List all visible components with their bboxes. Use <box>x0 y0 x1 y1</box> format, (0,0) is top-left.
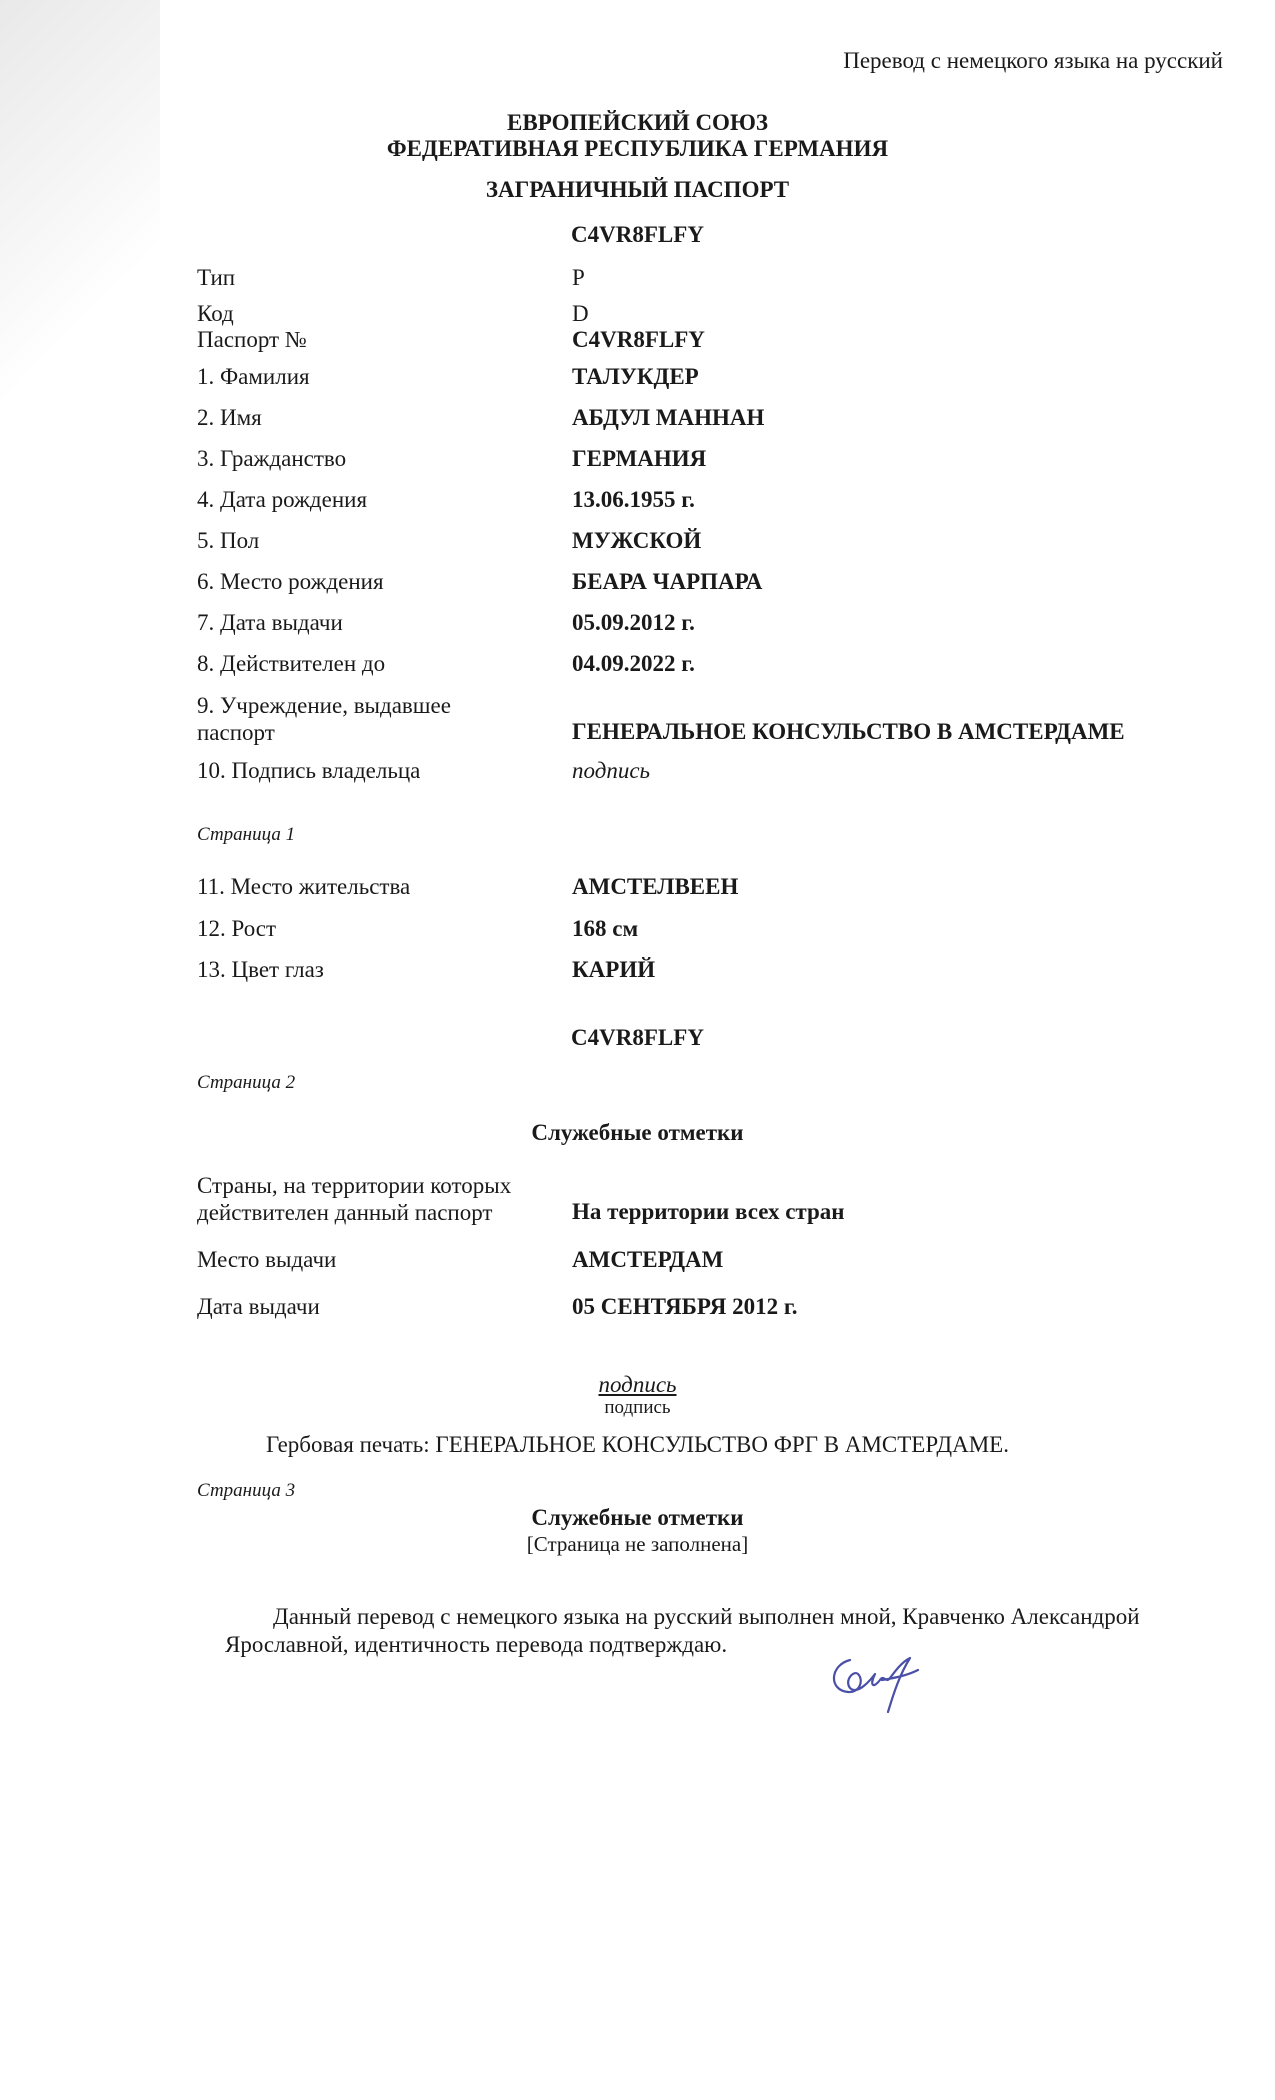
field-value-sex: МУЖСКОЙ <box>572 528 702 553</box>
translator-statement: Данный перевод с немецкого языка на русский выполнен мной, Кравченко Александрой Ярославной, идентичность перевода подтверждаю. <box>225 1604 1140 1657</box>
field-value-birth-place: БЕАРА ЧАРПАРА <box>572 569 763 594</box>
title-eu: ЕВРОПЕЙСКИЙ СОЮЗ <box>507 110 768 135</box>
field-value-height: 168 см <box>572 916 639 941</box>
field-label-birth-date: 4. Дата рождения <box>197 487 368 512</box>
translation-note: Перевод с немецкого языка на русский <box>843 48 1223 73</box>
seal-text: Гербовая печать: ГЕНЕРАЛЬНОЕ КОНСУЛЬСТВО ФРГ В АМСТЕРДАМЕ. <box>266 1432 1009 1457</box>
passport-number-repeat: C4VR8FLFY <box>571 1025 704 1050</box>
official-notes-title: Служебные отметки <box>531 1120 744 1145</box>
field-value-issue-place: АМСТЕРДАМ <box>572 1247 724 1272</box>
title-passport-number: C4VR8FLFY <box>571 222 704 247</box>
page-label-2: Страница 2 <box>197 1072 296 1093</box>
field-value-birth-date: 13.06.1955 г. <box>572 487 695 512</box>
field-label-type: Тип <box>197 265 236 290</box>
field-label-code: Код <box>197 301 234 326</box>
field-value-residence: АМСТЕЛВЕЕН <box>572 874 739 899</box>
official-notes-title-2: Служебные отметки <box>531 1505 744 1530</box>
field-label-height: 12. Рост <box>197 916 277 941</box>
field-label-name: 2. Имя <box>197 405 262 430</box>
field-label-birth-place: 6. Место рождения <box>197 569 384 594</box>
field-value-name: АБДУЛ МАННАН <box>572 405 765 430</box>
field-label-authority <box>197 692 451 746</box>
field-label-valid-until: 8. Действителен до <box>197 651 386 676</box>
field-value-citizenship: ГЕРМАНИЯ <box>572 446 707 471</box>
field-value-countries: На территории всех стран <box>572 1199 845 1224</box>
field-label-countries-line1: Страны, на территории которых <box>197 1173 512 1198</box>
field-label-sex: 5. Пол <box>197 528 260 553</box>
field-label-countries <box>197 1172 511 1226</box>
page-label-1: Страница 1 <box>197 824 296 845</box>
field-label-countries-line2: действителен данный паспорт <box>197 1200 493 1225</box>
field-value-valid-until: 04.09.2022 г. <box>572 651 695 676</box>
scan-edge-shadow <box>0 0 160 420</box>
page-label-3: Страница 3 <box>197 1480 296 1501</box>
field-label-residence: 11. Место жительства <box>197 874 411 899</box>
field-label-eye-color: 13. Цвет глаз <box>197 957 324 982</box>
signature-italic: подпись <box>598 1372 677 1397</box>
title-country: ФЕДЕРАТИВНАЯ РЕСПУБЛИКА ГЕРМАНИЯ <box>386 136 889 161</box>
field-label-issue-place: Место выдачи <box>197 1247 337 1272</box>
field-label-issue-date: 7. Дата выдачи <box>197 610 343 635</box>
handwritten-signature <box>820 1640 930 1720</box>
field-value-authority: ГЕНЕРАЛЬНОЕ КОНСУЛЬСТВО В АМСТЕРДАМЕ <box>572 719 1125 744</box>
field-label-authority-line1: 9. Учреждение, выдавшее <box>197 693 451 718</box>
page-empty-note: [Страница не заполнена] <box>526 1532 749 1556</box>
field-label-authority-line2: паспорт <box>197 720 275 745</box>
field-value-eye-color: КАРИЙ <box>572 957 656 982</box>
field-label-issue-date-2: Дата выдачи <box>197 1294 320 1319</box>
signature-caption: подпись <box>604 1397 671 1418</box>
field-value-code: D <box>572 301 589 326</box>
field-label-holder-signature: 10. Подпись владельца <box>197 758 421 783</box>
field-value-issue-date: 05.09.2012 г. <box>572 610 695 635</box>
field-value-surname: ТАЛУКДЕР <box>572 364 699 389</box>
field-label-citizenship: 3. Гражданство <box>197 446 347 471</box>
field-value-type: P <box>572 265 585 290</box>
title-doc-type: ЗАГРАНИЧНЫЙ ПАСПОРТ <box>485 177 790 202</box>
field-label-passport-no: Паспорт № <box>197 327 307 352</box>
field-value-holder-signature: подпись <box>572 758 651 783</box>
field-label-surname: 1. Фамилия <box>197 364 310 389</box>
field-value-issue-date-2: 05 СЕНТЯБРЯ 2012 г. <box>572 1294 798 1319</box>
field-value-passport-no: C4VR8FLFY <box>572 327 705 352</box>
